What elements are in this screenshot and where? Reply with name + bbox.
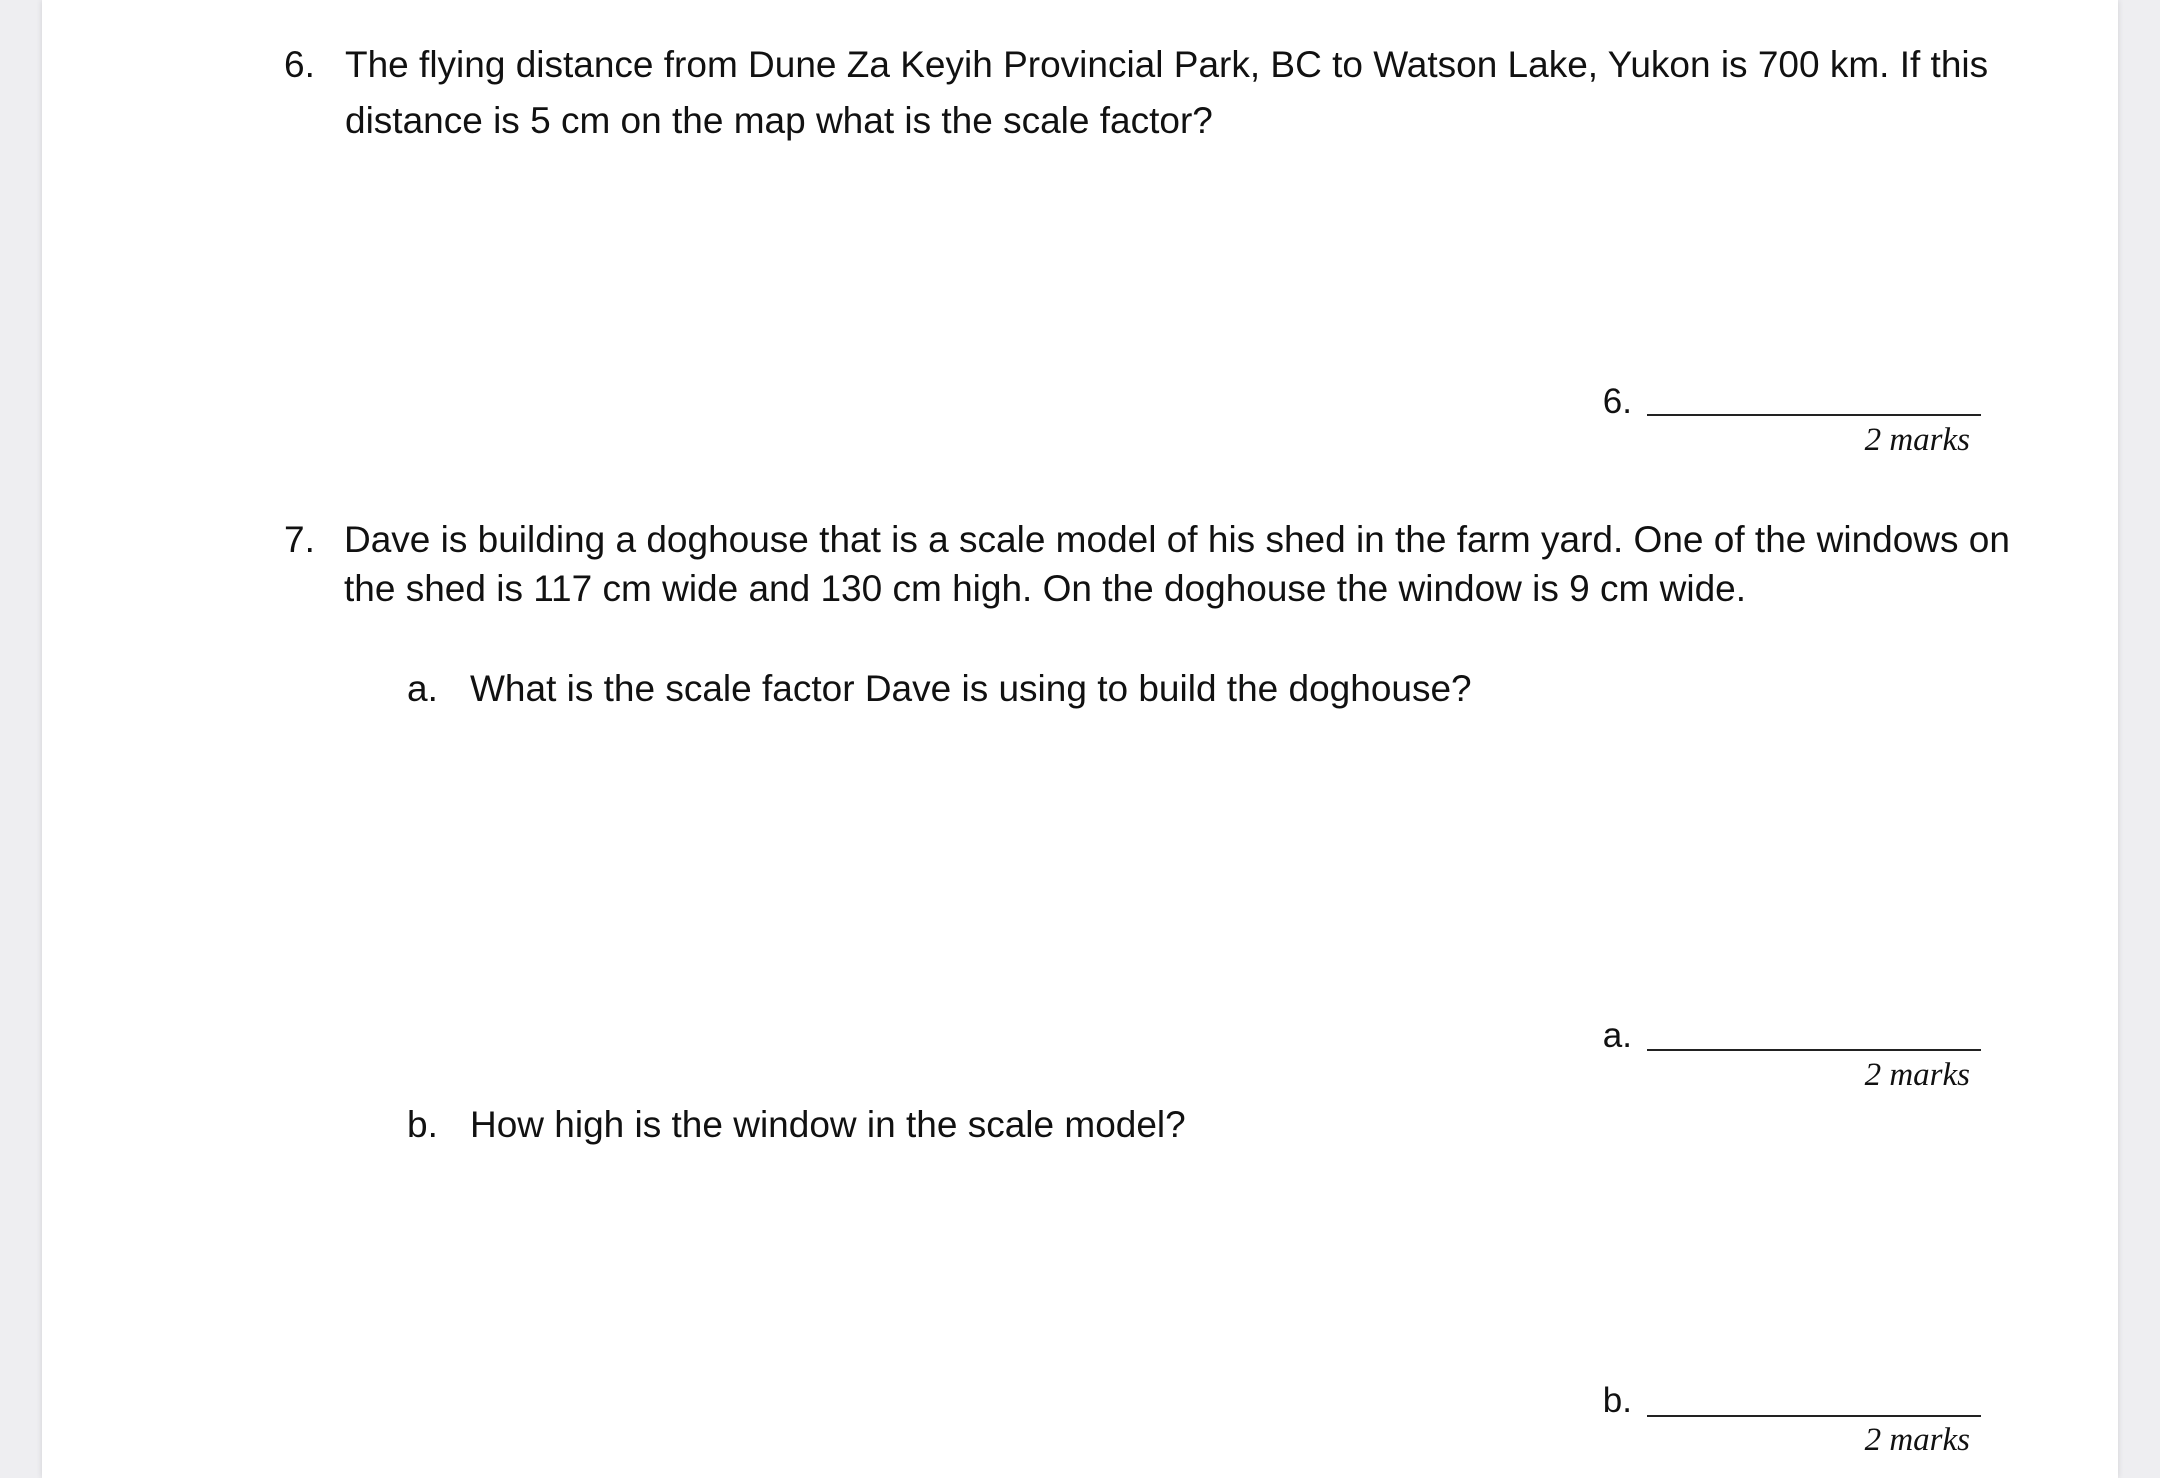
q6-marks: 2 marks [1864,422,1970,458]
q7b-answer-line[interactable] [1647,1415,1981,1417]
q7b-text: How high is the window in the scale model? [470,1104,1186,1145]
q7a-answer-line[interactable] [1647,1049,1981,1051]
q6-number: 6. [284,44,315,85]
q7a-text: What is the scale factor Dave is using to build the doghouse? [470,668,1472,709]
q7-number: 7. [284,519,315,560]
q6-answer-line[interactable] [1647,414,1981,416]
q7a-letter: a. [407,668,438,709]
q7-text-line1: Dave is building a doghouse that is a scale model of his shed in the farm yard. One of the windows on [344,519,2010,560]
q7a-marks: 2 marks [1864,1057,1970,1093]
q7a-answer-label: a. [1602,1016,1632,1055]
q7b-marks: 2 marks [1864,1422,1970,1458]
worksheet-page [42,0,2118,1478]
q6-text-line1: The flying distance from Dune Za Keyih Provincial Park, BC to Watson Lake, Yukon is 700 km. If this [345,44,1989,85]
q7b-answer-label: b. [1602,1381,1632,1420]
q7b-letter: b. [407,1104,438,1145]
q7-text-line2: the shed is 117 cm wide and 130 cm high. On the doghouse the window is 9 cm wide. [344,568,1747,609]
q6-answer-label: 6. [1602,382,1632,421]
q6-text-line2: distance is 5 cm on the map what is the scale factor? [345,100,1213,141]
